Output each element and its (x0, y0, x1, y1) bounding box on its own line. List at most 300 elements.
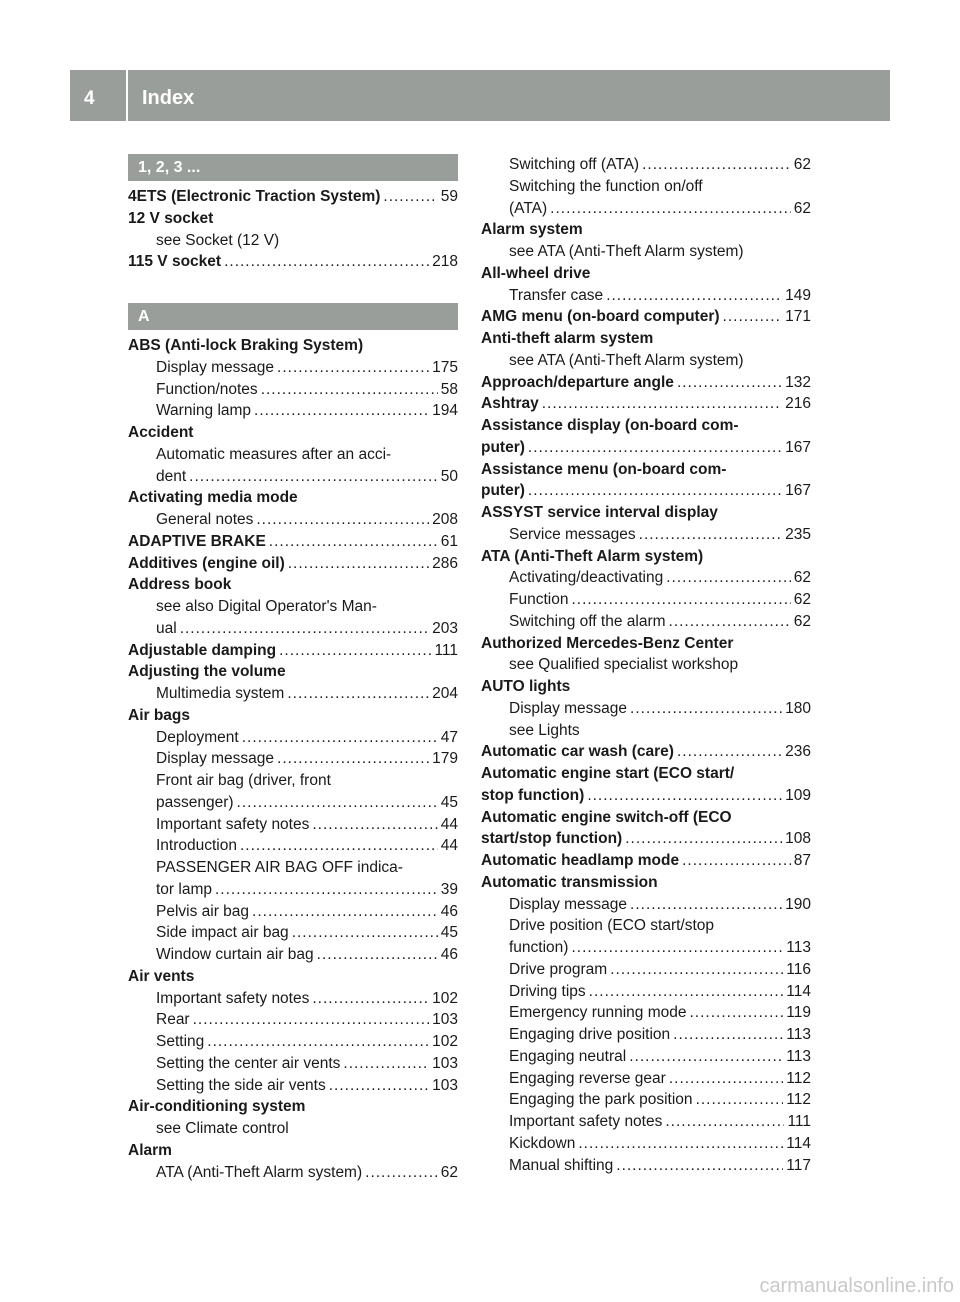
entry-text: Engaging neutral (509, 1047, 627, 1065)
index-subentry (481, 720, 811, 742)
leader-dots (587, 785, 782, 807)
page-ref: 46 (440, 902, 458, 920)
leader-dots (550, 198, 791, 220)
entry-text: Authorized Mercedes-Benz Center (481, 634, 734, 652)
index-subentry (128, 748, 458, 770)
page-ref: 116 (786, 960, 811, 978)
entry-text: see ATA (Anti-Theft Alarm system) (509, 243, 744, 260)
entry-text: Driving tips (509, 982, 586, 1000)
index-entry (481, 263, 811, 285)
entry-text: Assistance display (on-board com- (481, 417, 739, 434)
index-subentry (481, 241, 811, 263)
leader-dots (312, 814, 437, 836)
entry-text: Address book (128, 576, 232, 594)
leader-dots (578, 1133, 783, 1155)
index-entry (481, 219, 811, 241)
entry-text: tor lamp (156, 880, 212, 898)
leader-dots (639, 524, 782, 546)
index-entry (128, 553, 458, 575)
leader-dots (528, 437, 782, 459)
page-ref: 114 (786, 982, 811, 1000)
entry-text: Setting the side air vents (156, 1076, 326, 1094)
index-entry (481, 393, 811, 415)
entry-text: Warning lamp (156, 402, 252, 420)
entry-text: Drive position (ECO start/stop (509, 917, 715, 935)
leader-dots (279, 640, 431, 662)
leader-dots (682, 850, 791, 872)
entry-text: Rear (156, 1011, 190, 1029)
leader-dots (261, 379, 438, 401)
leader-dots (673, 1024, 783, 1046)
leader-dots (625, 828, 782, 850)
entry-text: dent (156, 467, 187, 485)
leader-dots (383, 186, 437, 208)
index-entry (128, 1096, 458, 1118)
page-ref: 58 (440, 380, 458, 398)
page-ref: 111 (434, 641, 458, 659)
index-subentry (128, 444, 458, 466)
page-ref: 45 (440, 924, 458, 942)
entry-text: 4ETS (Electronic Traction System) (128, 188, 381, 205)
page-ref: 62 (793, 612, 811, 630)
entry-text: see Climate control (156, 1120, 289, 1137)
entry-text: Ashtray (481, 395, 539, 413)
entry-text: Switching off the alarm (509, 612, 666, 630)
index-entry (481, 828, 811, 850)
index-subentry (481, 894, 811, 916)
index-entry (128, 574, 458, 596)
index-entry (481, 741, 811, 763)
leader-dots (365, 1162, 438, 1184)
entry-text: Accident (128, 424, 194, 441)
entry-text: AUTO lights (481, 678, 571, 695)
entry-text: stop function) (481, 786, 585, 804)
index-subentry (481, 567, 811, 589)
leader-dots (329, 1075, 429, 1097)
entry-text: see Lights (509, 721, 580, 739)
entry-text: Automatic headlamp mode (481, 852, 680, 869)
index-entry (481, 546, 811, 568)
page-ref: 108 (785, 830, 811, 848)
index-entry (128, 422, 458, 444)
entry-text: Setting (156, 1033, 205, 1050)
leader-dots (571, 589, 790, 611)
leader-dots (669, 611, 791, 633)
index-subentry (481, 350, 811, 372)
page-title: Index (142, 87, 195, 109)
page-ref: 216 (785, 395, 811, 413)
section-heading: 1, 2, 3 ... (128, 154, 458, 181)
page-ref: 194 (432, 402, 458, 420)
entry-text: ual (156, 619, 177, 637)
page-ref: 132 (785, 373, 811, 391)
page-ref: 62 (793, 569, 811, 587)
index-subentry (128, 230, 458, 252)
index-subentry (481, 1024, 811, 1046)
entry-text: Kickdown (509, 1134, 576, 1152)
index-entry (128, 966, 458, 988)
page-ref: 180 (785, 699, 811, 717)
index-entry (128, 531, 458, 553)
page-ref: 61 (440, 532, 458, 550)
leader-dots (180, 618, 429, 640)
page-ref: 167 (785, 438, 811, 456)
page-ref: 113 (786, 939, 811, 956)
entry-text: Air-conditioning system (128, 1098, 306, 1116)
leader-dots (207, 1031, 429, 1053)
page-ref: 203 (432, 619, 458, 637)
index-subentry (481, 1046, 811, 1068)
index-subentry (128, 814, 458, 836)
index-entry (128, 251, 458, 273)
index-entry (128, 335, 458, 357)
entry-text: ABS (Anti-lock Braking System) (128, 337, 364, 354)
index-subentry (481, 154, 811, 176)
entry-text: Function/notes (156, 380, 258, 398)
index-entry (481, 763, 811, 785)
entry-text: Automatic engine start (ECO start/ (481, 765, 735, 782)
leader-dots (571, 937, 783, 959)
index-entry (481, 480, 811, 502)
leader-dots (242, 727, 438, 749)
entry-text: Important safety notes (156, 815, 310, 833)
page-ref: 175 (432, 358, 458, 376)
page-ref: 117 (786, 1156, 811, 1174)
entry-text: Automatic transmission (481, 873, 658, 891)
page-ref: 44 (440, 837, 458, 855)
entry-text: Manual shifting (509, 1156, 614, 1174)
leader-dots (677, 372, 782, 394)
entry-text: Display message (156, 358, 275, 376)
page-ref: 45 (440, 793, 458, 811)
index-subentry (481, 1002, 811, 1024)
leader-dots (690, 1002, 784, 1024)
entry-text: Display message (509, 699, 628, 717)
entry-text: Activating/deactivating (509, 569, 664, 587)
page-ref: 208 (432, 511, 458, 528)
entry-text: Emergency running mode (509, 1004, 687, 1022)
index-entry (128, 1140, 458, 1162)
entry-text: Display message (509, 895, 628, 913)
index-subentry (128, 835, 458, 857)
entry-text: Automatic car wash (care) (481, 743, 674, 761)
leader-dots (669, 1068, 783, 1090)
leader-dots (256, 509, 429, 531)
page-ref: 171 (785, 308, 811, 326)
entry-text: Engaging the park position (509, 1091, 693, 1109)
leader-dots (589, 981, 784, 1003)
page-ref: 103 (432, 1076, 458, 1094)
index-subentry (481, 698, 811, 720)
leader-dots (666, 567, 791, 589)
index-subentry (481, 589, 811, 611)
entry-text: Automatic measures after an acci- (156, 445, 392, 463)
leader-dots (312, 988, 429, 1010)
index-subentry (128, 1053, 458, 1075)
entry-text: Additives (engine oil) (128, 554, 285, 572)
index-entry (481, 633, 811, 655)
index-entry (128, 487, 458, 509)
leader-dots (630, 894, 782, 916)
index-subentry (128, 357, 458, 379)
header-divider (126, 70, 128, 121)
index-subentry (481, 198, 811, 220)
index-subentry (128, 879, 458, 901)
leader-dots (288, 553, 429, 575)
entry-text: Engaging reverse gear (509, 1069, 666, 1087)
leader-dots (237, 792, 438, 814)
entry-text: Window curtain air bag (156, 946, 314, 963)
index-entry (481, 850, 811, 872)
leader-dots (696, 1089, 784, 1111)
page-ref: 235 (785, 525, 811, 543)
leader-dots (215, 879, 438, 901)
index-subentry (128, 509, 458, 531)
index-subentry (481, 285, 811, 307)
entry-text: Multimedia system (156, 685, 285, 702)
index-column-right (481, 154, 811, 1176)
page-ref: 103 (432, 1011, 458, 1029)
page-ref: 113 (786, 1047, 811, 1065)
entry-text: Air vents (128, 967, 195, 985)
index-entry (128, 186, 458, 208)
entry-text: Setting the center air vents (156, 1054, 341, 1072)
entry-text: All-wheel drive (481, 264, 591, 282)
entry-text: Introduction (156, 837, 237, 855)
index-subentry (481, 1133, 811, 1155)
leader-dots (606, 285, 782, 307)
leader-dots (292, 922, 438, 944)
watermark: carmanualsonline.info (759, 1275, 954, 1297)
index-subentry (481, 654, 811, 676)
entry-text: ATA (Anti-Theft Alarm system) (156, 1163, 363, 1181)
leader-dots (616, 1155, 783, 1177)
index-entry (128, 661, 458, 683)
entry-text: PASSENGER AIR BAG OFF indica- (156, 859, 403, 876)
index-subentry (128, 1075, 458, 1097)
leader-dots (630, 698, 782, 720)
index-subentry (481, 524, 811, 546)
page-ref: 102 (432, 1033, 458, 1050)
page-ref: 46 (440, 946, 458, 963)
entry-text: 12 V socket (128, 209, 214, 227)
entry-text: Anti-theft alarm system (481, 330, 654, 347)
page-ref: 204 (432, 685, 458, 702)
entry-text: puter) (481, 482, 525, 500)
page-ref: 62 (793, 591, 811, 608)
index-subentry (481, 981, 811, 1003)
index-subentry (128, 1118, 458, 1140)
index-subentry (481, 959, 811, 981)
page-ref: 119 (786, 1004, 811, 1022)
index-subentry (481, 915, 811, 937)
index-subentry (128, 901, 458, 923)
index-subentry (128, 944, 458, 966)
leader-dots (629, 1046, 783, 1068)
index-entry (128, 705, 458, 727)
index-entry (481, 676, 811, 698)
entry-text: Alarm system (481, 221, 583, 239)
entry-text: Approach/departure angle (481, 373, 674, 391)
entry-text: Important safety notes (156, 989, 310, 1007)
entry-text: ADAPTIVE BRAKE (128, 532, 266, 550)
index-entry (128, 208, 458, 230)
page-ref: 286 (432, 554, 458, 572)
entry-text: Activating media mode (128, 489, 298, 507)
page-ref: 62 (793, 156, 811, 173)
index-column-left (128, 154, 458, 1183)
index-subentry (128, 792, 458, 814)
leader-dots (193, 1009, 430, 1031)
leader-dots (723, 306, 783, 328)
entry-text: 115 V socket (128, 253, 222, 271)
index-subentry (128, 770, 458, 792)
index-subentry (128, 857, 458, 879)
entry-text: ASSYST service interval display (481, 504, 718, 521)
page-ref: 112 (786, 1069, 811, 1087)
index-subentry (128, 727, 458, 749)
index-entry (481, 328, 811, 350)
section-gap (128, 273, 458, 303)
index-subentry (128, 922, 458, 944)
leader-dots (252, 901, 438, 923)
entry-text: Alarm (128, 1141, 172, 1159)
index-subentry (128, 1009, 458, 1031)
page-ref: 149 (785, 286, 811, 304)
entry-text: General notes (156, 511, 254, 528)
page-ref: 167 (785, 482, 811, 500)
page-ref: 179 (432, 750, 458, 768)
index-entry (481, 807, 811, 829)
index-subentry (128, 466, 458, 488)
page-ref: 62 (793, 199, 811, 217)
page-ref: 111 (787, 1113, 811, 1130)
leader-dots (189, 466, 438, 488)
entry-text: start/stop function) (481, 830, 623, 848)
leader-dots (277, 748, 429, 770)
entry-text: Transfer case (509, 286, 604, 304)
index-entry (481, 437, 811, 459)
index-subentry (481, 937, 811, 959)
entry-text: Automatic engine switch-off (ECO (481, 808, 732, 826)
index-subentry (128, 596, 458, 618)
entry-text: Drive program (509, 960, 608, 978)
index-subentry (481, 1089, 811, 1111)
entry-text: Front air bag (driver, front (156, 772, 331, 789)
entry-text: see Socket (12 V) (156, 231, 280, 249)
page-ref: 103 (432, 1054, 458, 1072)
index-subentry (128, 1031, 458, 1053)
index-subentry (481, 176, 811, 198)
leader-dots (343, 1053, 429, 1075)
leader-dots (269, 531, 438, 553)
entry-text: Switching off (ATA) (509, 156, 640, 173)
page-ref: 47 (440, 728, 458, 746)
index-entry (481, 785, 811, 807)
entry-text: ATA (Anti-Theft Alarm system) (481, 547, 704, 565)
leader-dots (277, 357, 429, 379)
entry-text: Air bags (128, 706, 191, 724)
page-ref: 62 (440, 1163, 458, 1181)
page-ref: 87 (793, 852, 811, 869)
entry-text: Deployment (156, 728, 239, 746)
entry-text: Service messages (509, 525, 636, 543)
entry-text: Pelvis air bag (156, 902, 250, 920)
index-subentry (481, 611, 811, 633)
leader-dots (610, 959, 783, 981)
index-entry (481, 872, 811, 894)
index-subentry (128, 400, 458, 422)
leader-dots (528, 480, 782, 502)
index-entry (481, 459, 811, 481)
entry-text: Display message (156, 750, 275, 768)
entry-text: Function (509, 591, 569, 608)
leader-dots (224, 251, 429, 273)
page-ref: 113 (786, 1026, 811, 1043)
leader-dots (677, 741, 782, 763)
entry-text: see ATA (Anti-Theft Alarm system) (509, 351, 744, 369)
entry-text: see Qualified specialist workshop (509, 656, 739, 674)
page-ref: 59 (440, 188, 458, 205)
entry-text: passenger) (156, 793, 234, 811)
index-entry (481, 415, 811, 437)
index-entry (481, 502, 811, 524)
index-subentry (128, 379, 458, 401)
entry-text: Adjusting the volume (128, 663, 286, 681)
entry-text: Side impact air bag (156, 924, 289, 942)
page-ref: 190 (785, 895, 811, 913)
index-subentry (128, 618, 458, 640)
entry-text: Engaging drive position (509, 1026, 671, 1043)
leader-dots (240, 835, 438, 857)
entry-text: function) (509, 939, 569, 956)
page-number: 4 (84, 88, 95, 109)
page-ref: 114 (786, 1134, 811, 1152)
leader-dots (642, 154, 791, 176)
entry-text: Adjustable damping (128, 641, 277, 659)
page-ref: 236 (785, 743, 811, 761)
index-subentry (128, 683, 458, 705)
index-entry (481, 306, 811, 328)
index-entry (481, 372, 811, 394)
page-ref: 218 (432, 253, 458, 271)
entry-text: Important safety notes (509, 1113, 663, 1130)
index-subentry (481, 1068, 811, 1090)
leader-dots (542, 393, 782, 415)
page-ref: 39 (440, 880, 458, 898)
leader-dots (254, 400, 429, 422)
index-subentry (481, 1155, 811, 1177)
index-entry (128, 640, 458, 662)
entry-text: puter) (481, 438, 525, 456)
leader-dots (317, 944, 438, 966)
entry-text: see also Digital Operator's Man- (156, 598, 377, 615)
page-ref: 44 (440, 815, 458, 833)
index-subentry (481, 1111, 811, 1133)
index-subentry (128, 988, 458, 1010)
entry-text: AMG menu (on-board computer) (481, 308, 720, 326)
leader-dots (665, 1111, 784, 1133)
leader-dots (287, 683, 429, 705)
entry-text: (ATA) (509, 199, 548, 217)
page-ref: 112 (786, 1091, 811, 1109)
section-heading: A (128, 303, 458, 330)
page-ref: 109 (785, 786, 811, 804)
page-ref: 50 (440, 467, 458, 485)
index-subentry (128, 1162, 458, 1184)
page-ref: 102 (432, 989, 458, 1007)
entry-text: Switching the function on/off (509, 177, 703, 195)
